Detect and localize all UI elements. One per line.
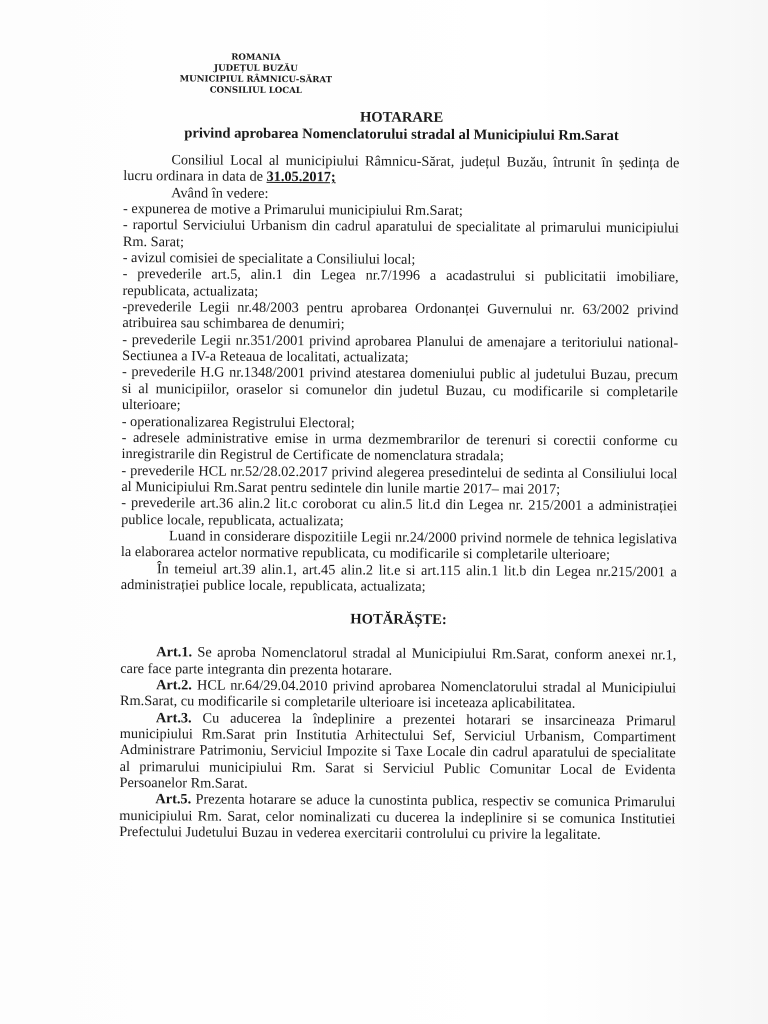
article-text: Prezenta hotarare se aduce la cunostinta publica, respectiv se comunica Primarului municipiului Rm. Sarat, celor nominalizati cu ducerea la indeplinire si se comunica Institutiei Prefectului Judetului Buzau in vederea exercitarii controlului cu privire la legalitate. (119, 791, 676, 843)
article-text: HCL nr.64/29.04.2010 privind aprobarea Nomenclatorului stradal al Municipiului Rm.Sarat, cu modificarile si completarile ulterioare isi inceteaza aplicabilitatea. (119, 677, 677, 713)
legal-basis-paragraph: În temeiul art.39 alin.1, art.45 alin.2 lit.e si art.115 alin.1 lit.b din Legea nr.215/2001 a administrației publice locale, republicata, actualizata; (120, 560, 677, 595)
articles (119, 644, 676, 844)
header-county: JUDEȚUL BUZĂU (214, 63, 298, 75)
legal-basis-paragraph: Luand in considerare dispozitiile Legii nr.24/2000 privind normele de tehnica legislativa la elaborarea actelor normative republicata, cu modificarile si completarile ulterioare; (120, 528, 678, 564)
decision-heading: HOTĂRĂȘTE: (350, 611, 447, 629)
consideration-item: - adresele administrative emise in urma dezmembrarilor de terenuri si corectii conforme cu inregistrarile din Registrul de Certificate de nomenclatura stradala; (121, 429, 678, 465)
article-text: Se aproba Nomenclatorul stradal al Municipiului Rm.Sarat, conform anexei nr.1, care face parte integranta din prezenta hotarare. (120, 644, 677, 679)
article-label: Art.1. (156, 644, 193, 661)
document-subtitle: privind aprobarea Nomenclatorului stradal al Municipiului Rm.Sarat (184, 125, 619, 145)
document-content (119, 52, 680, 844)
session-date: 31.05.2017; (266, 169, 336, 186)
intro-paragraph (123, 152, 679, 188)
consideration-item: - prevederile HCL nr.52/28.02.2017 privind alegerea presedintelui de sedinta al Consiliului local al Municipiului Rm.Sarat pentru sedintele din lunile martie 2017– mai 2017; (121, 462, 678, 498)
article-label: Art.5. (155, 791, 192, 808)
article (119, 710, 675, 795)
article-label: Art.3. (155, 709, 192, 727)
consideration-item: - prevederile H.G nr.1348/2001 privind atestarea domeniului public al judetului Buzau, precum si al municipiilor, oraselor si comunelor din judetul Buzau, cu modificarile si completarile ulterioare; (121, 364, 679, 414)
consideration-item: - prevederile Legii nr.351/2001 privind aprobarea Planului de amenajare a teritoriului national-Sectiunea a IV-a Reteaua de localitati, actualizata; (122, 331, 679, 366)
article (119, 791, 675, 843)
consideration-item: - prevederile art.5, alin.1 din Legea nr.7/1996 a acadastrului si publicitatii imobiliare, republicata, actualizata; (122, 266, 679, 300)
having-in-view: Având în vedere: (171, 184, 269, 202)
consideration-item: - avizul comisiei de specialitate a Consiliului local; (122, 250, 416, 268)
consideration-item: - expunerea de motive a Primarului municipiului Rm.Sarat; (122, 201, 463, 220)
header-municipality: MUNICIPIUL RÂMNICU-SĂRAT (179, 74, 333, 86)
article-text: Cu aducerea la îndeplinire a prezentei hotarari se insarcineaza Primarul municipiului Rm.Sarat prin Institutia Arhitectului Sef, Serviciul Urbanism, Compartiment Administrare Patrimoniu, Serviciul Impozite si Taxe Locale din cadrul aparatului de specialitate al primarului municipiului Rm. Sarat si Serviciul Public Comunitar Local de Evidenta Persoanelor Rm.Sarat. (119, 710, 676, 792)
header-country: ROMANIA (231, 52, 281, 63)
preamble (121, 152, 680, 597)
consideration-item: - prevederile art.36 alin.2 lit.c coroborat cu alin.5 lit.d din Legea nr. 215/2001 a administrației publice locale, republicata, actualizata; (121, 495, 678, 529)
header-council: CONSILIUL LOCAL (209, 85, 302, 97)
consideration-item: - raportul Serviciului Urbanism din cadrul aparatului de specialitate al primarului municipiului Rm. Sarat; (122, 217, 679, 251)
intro-text: Consiliul Local al municipiului Râmnicu-Sărat, județul Buzău, întrunit în ședința de lucru ordinara in data de (123, 152, 680, 186)
consideration-item: -prevederile Legii nr.48/2003 pentru aprobarea Ordonanței Guvernului nr. 63/2002 privind atribuirea sau schimbarea de denumiri; (122, 299, 679, 333)
issuer-header (176, 52, 336, 97)
article (120, 644, 676, 680)
consideration-item: - operationalizarea Registrului Electoral; (121, 413, 355, 431)
article (120, 677, 676, 713)
document-title: HOTARARE (359, 109, 444, 126)
article-label: Art.2. (156, 677, 192, 694)
